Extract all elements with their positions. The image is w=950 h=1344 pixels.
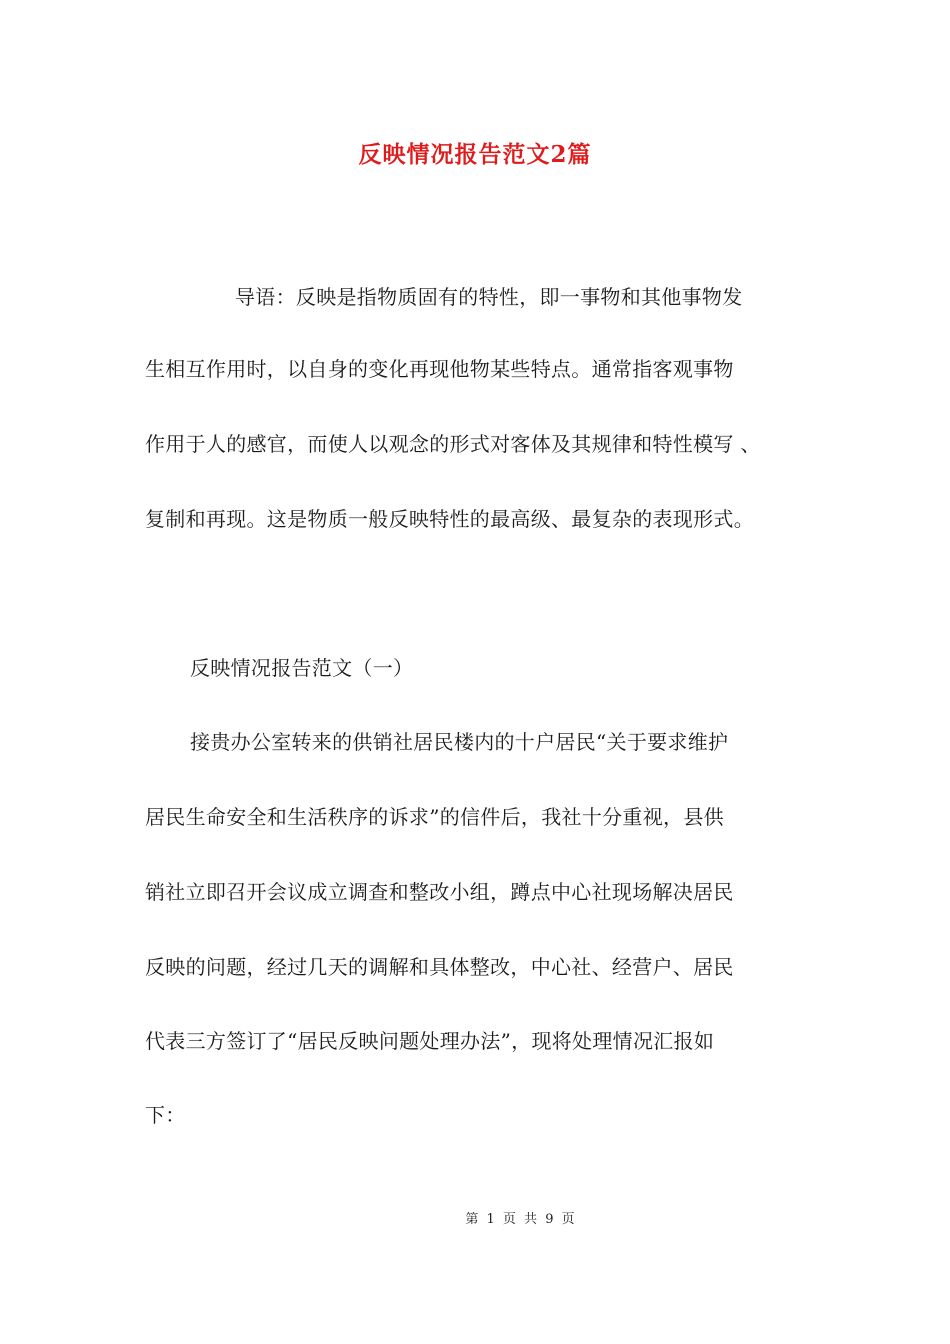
body-line-2: 居民生命安全和生活秩序的诉求”的信件后，我社十分重视，县供 bbox=[145, 805, 724, 829]
body-line-3: 销社立即召开会议成立调查和整改小组，蹲点中心社现场解决居民 bbox=[145, 880, 734, 904]
page-number-footer: 第 1 页 共 9 页 bbox=[465, 1212, 577, 1227]
intro-line-3: 作用于人的感官，而使人以观念的形式对客体及其规律和特性模写 、 bbox=[145, 432, 761, 456]
body-line-6: 下： bbox=[145, 1103, 186, 1127]
body-line-4: 反映的问题，经过几天的调解和具体整改，中心社、经营户、居民 bbox=[145, 955, 734, 979]
section-heading: 反映情况报告范文（一） bbox=[190, 656, 414, 680]
body-line-1: 接贵办公室转来的供销社居民楼内的十户居民“关于要求维护 bbox=[190, 730, 729, 754]
intro-line-4: 复制和再现。这是物质一般反映特性的最高级、最复杂的表现形式。 bbox=[145, 507, 754, 531]
document-title: 反映情况报告范文2篇 bbox=[358, 141, 592, 168]
intro-line-1: 导语：反映是指物质固有的特性，即一事物和其他事物发 bbox=[235, 285, 743, 309]
intro-line-2: 生相互作用时，以自身的变化再现他物某些特点。通常指客观事物 bbox=[145, 357, 734, 381]
body-line-5: 代表三方签订了“居民反映问题处理办法”，现将处理情况汇报如 bbox=[145, 1029, 715, 1053]
